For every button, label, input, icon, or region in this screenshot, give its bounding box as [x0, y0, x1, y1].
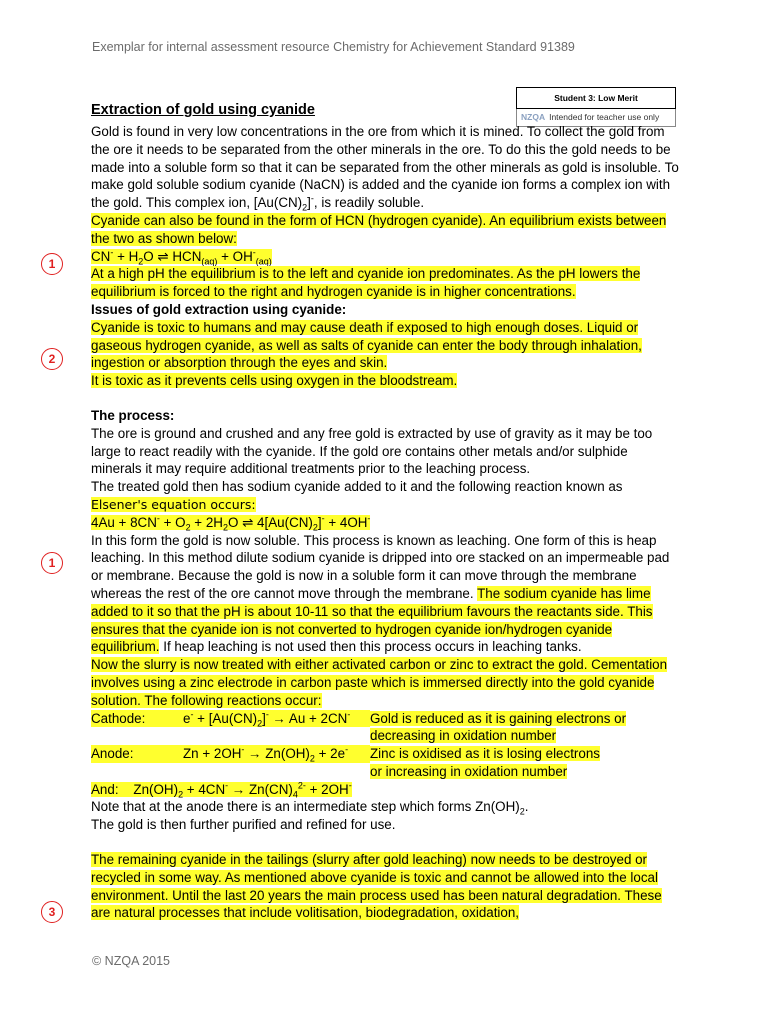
and-reaction: And: $Zn(OH)_2 + 4CN^- \to Zn(CN)_4^{2-} + 2OH^-$ — [91, 780, 352, 800]
ph-paragraph: At a high pH the equilibrium is to the left and cyanide ion predominates. As the pH lowers the equilibrium is forced to the right and hydrogen cyanide is in higher concentrations. — [91, 266, 641, 300]
annotation-marker: 2 — [41, 348, 63, 370]
annotation-marker: 1 — [41, 253, 63, 275]
anode-note: Note that at the anode there is an intermediate step which forms $Zn(OH)_2$. — [91, 799, 529, 818]
elsener-label: Elsener's equation occurs: — [91, 496, 256, 512]
teacher-use-text: Intended for teacher use only — [549, 112, 660, 122]
page-header: Exemplar for internal assessment resource Chemistry for Achievement Standard 91389 — [92, 40, 575, 54]
document-body — [91, 101, 681, 922]
equilibrium-equation: $CN^- + H_2O$ ⇌ $HCN_{(aq)} + OH^-_{(aq)}$ — [91, 247, 272, 267]
issues-heading: Issues of gold extraction using cyanide: — [91, 301, 347, 317]
page-footer: © NZQA 2015 — [92, 954, 170, 968]
elsener-equation: $4Au + 8CN^- + O_2 + 2H_2O$ ⇌ $4[Au(CN)_2]^- + 4OH^-$ — [91, 513, 371, 533]
intro-paragraph: Gold is found in very low concentrations in the ore from which it is mined. To collect the gold from the ore it needs to be separated from the other minerals in the ore. To do this the gold needs to be made into a soluble form so that it can be separated from the other minerals as gold is insoluble. To make gold soluble sodium cyanide (NaCN) is added and the cyanide ion forms a complex ion with the gold. This complex ion, $[Au(CN)_2]^-$, is readily soluble. — [91, 124, 679, 213]
slurry-paragraph: Now the slurry is now treated with either activated carbon or zinc to extract the gold. Cementation involves using a zinc electrode in carbon paste which is immersed directly into the gold cyanide solution. The following reactions occur: — [91, 657, 668, 708]
toxicity-note: It is toxic as it prevents cells using oxygen in the bloodstream. — [91, 373, 458, 389]
equilibrium-paragraph: Cyanide can also be found in the form of HCN (hydrogen cyanide). An equilibrium exists between the two as shown below: — [91, 212, 667, 246]
toxicity-paragraph: Cyanide is toxic to humans and may cause death if exposed to high enough doses. Liquid or gaseous hydrogen cyanide, as well as salts of cyanide can enter the body through inhalation, ingestion or absorption through the eyes and skin. — [91, 319, 642, 371]
treated-gold-paragraph: The treated gold then has sodium cyanide added to it and the following reaction known as — [91, 479, 623, 495]
purification-note: The gold is then further purified and refined for use. — [91, 817, 396, 833]
student-grade-label: Student 3: Low Merit — [516, 87, 676, 109]
leaching-paragraph: In this form the gold is now soluble. This process is known as leaching. One form of this is heap leaching. In this method dilute sodium cyanide is dripped into ore stacked on an impermeable pad or membrane. Because the gold is now in a soluble form it can move through the membrane whereas the rest of the ore cannot move through the membrane. The sodium cyanide has lime added to it so that the pH is about 10-11 so that the equilibrium favours the reactants side. This ensures that the cyanide ion is not converted to hydrogen cyanide ion/hydrogen cyanide equilibrium. If heap leaching is not used then this process occurs in leaching tanks. — [91, 532, 670, 655]
process-heading: The process: — [91, 407, 175, 423]
nzqa-logo: NZQA — [521, 112, 546, 122]
cathode-reaction: Cathode: $e^- + [Au(CN)_2]^- \to Au + 2CN^-$ Gold is reduced as it is gaining electrons or decreasing in oxidation number — [91, 709, 627, 744]
document-title: Extraction of gold using cyanide — [91, 102, 315, 118]
process-paragraph: The ore is ground and crushed and any free gold is extracted by use of gravity as it may be too large to react readily with the cyanide. If the gold ore contains other metals and/or sulphide minerals it may require additional treatments prior to the leaching process. — [91, 425, 653, 477]
annotation-marker: 3 — [41, 901, 63, 923]
tailings-paragraph: The remaining cyanide in the tailings (slurry after gold leaching) now needs to be destroyed or recycled in some way. As mentioned above cyanide is toxic and cannot be allowed into the local environment. Until the last 20 years the main process used has been natural degradation. These are natural processes that include volitisation, biodegradation, oxidation, — [91, 852, 662, 921]
annotation-marker: 1 — [41, 552, 63, 574]
anode-reaction: Anode: $Zn + 2OH^- \to Zn(OH)_2 + 2e^-$ Zinc is oxidised as it is losing electrons or increasing in oxidation number — [91, 744, 600, 779]
